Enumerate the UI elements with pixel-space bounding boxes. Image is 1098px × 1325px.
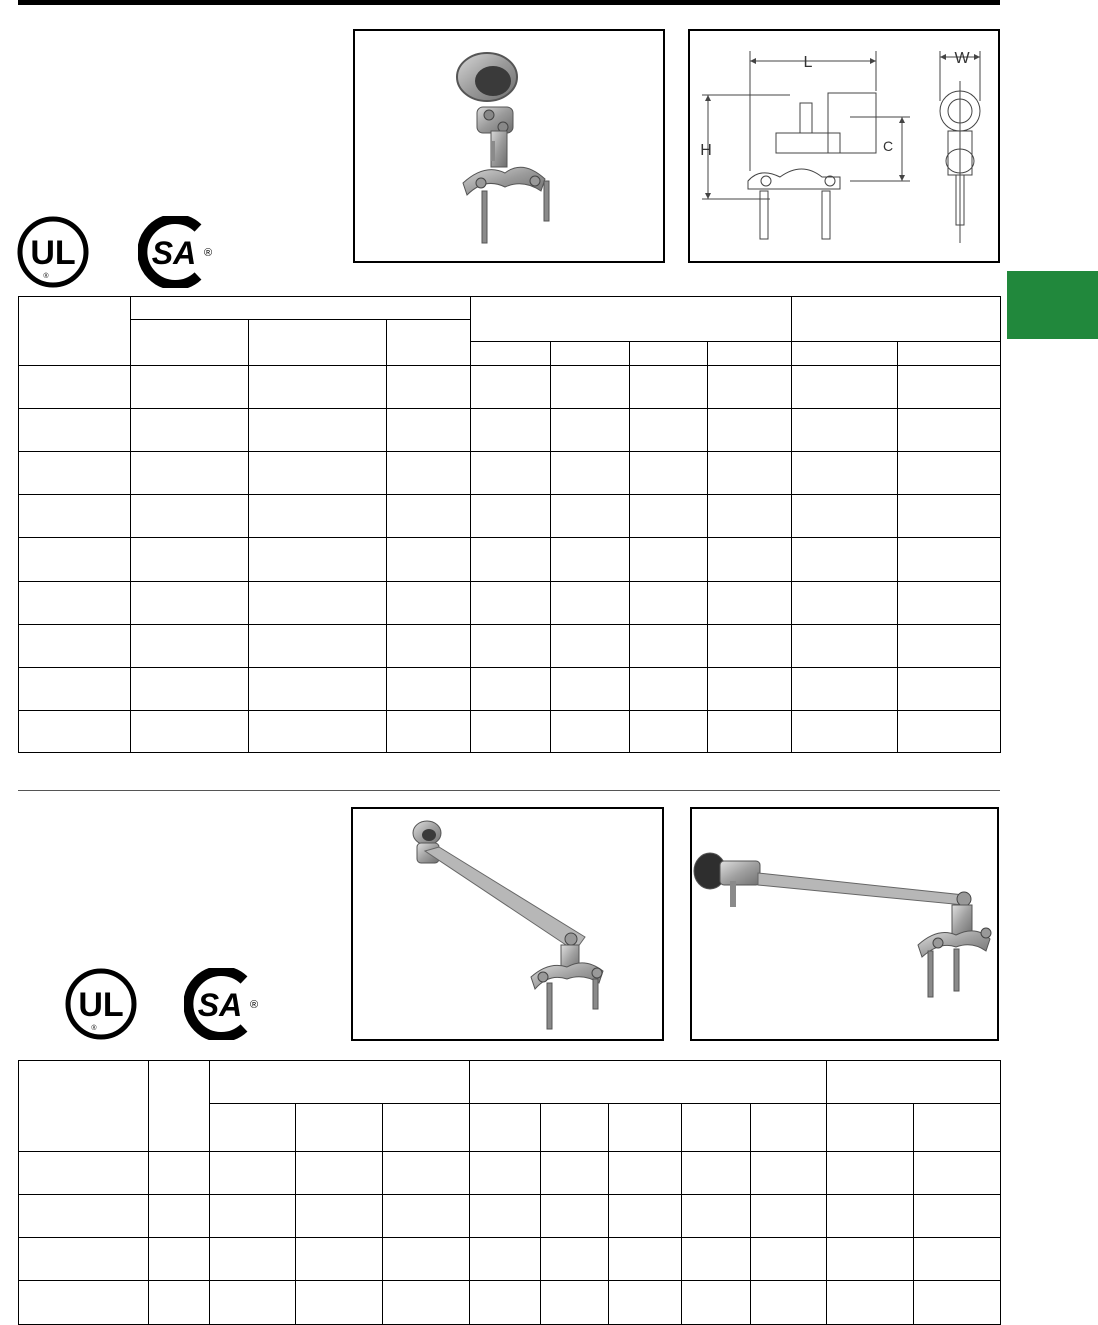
table-row — [19, 625, 1001, 668]
csa-logo-glyph: SA — [151, 235, 197, 271]
table-row — [19, 582, 1001, 625]
csa-logo-glyph: SA — [197, 987, 243, 1023]
ul-logo — [16, 216, 92, 288]
csa-logo-2 — [184, 968, 268, 1040]
top-rule — [18, 0, 1000, 5]
table-row — [19, 538, 1001, 582]
header-cell — [630, 342, 708, 366]
ul-logo-icon — [64, 968, 140, 1040]
header-group-cell — [792, 297, 1001, 342]
table-header-row — [19, 297, 1001, 320]
product-photo-frame — [353, 29, 665, 263]
svg-text:®: ® — [249, 999, 259, 1011]
ul-logo-glyph: UL — [30, 234, 76, 272]
header-cell — [682, 1104, 751, 1152]
ul-logo-icon — [16, 216, 92, 288]
header-cell — [383, 1104, 470, 1152]
section-tab — [1007, 271, 1098, 339]
product-photo-frame-2 — [351, 807, 664, 1041]
csa-logo-icon — [138, 216, 222, 288]
header-cell — [898, 342, 1001, 366]
header-cell — [827, 1104, 914, 1152]
header-group-cell — [131, 297, 471, 320]
header-cell — [541, 1104, 609, 1152]
svg-text:®: ® — [91, 1025, 97, 1032]
table-row — [19, 668, 1001, 711]
dimension-label-l: L — [803, 54, 813, 71]
header-cell — [914, 1104, 1001, 1152]
table-row — [19, 1152, 1001, 1195]
header-cell — [210, 1104, 296, 1152]
header-cell — [609, 1104, 682, 1152]
ul-logo-2 — [64, 968, 140, 1040]
header-cell — [249, 320, 387, 366]
header-group-cell — [470, 1061, 827, 1104]
table-row — [19, 366, 1001, 409]
table-row — [19, 711, 1001, 753]
dimension-label-w: W — [954, 50, 970, 67]
spec-table-2 — [18, 1060, 1001, 1325]
header-cell — [131, 320, 249, 366]
header-cell — [551, 342, 630, 366]
svg-text:®: ® — [203, 247, 213, 259]
header-cell — [708, 342, 792, 366]
spec-table-1 — [18, 296, 1001, 753]
header-cell — [792, 342, 898, 366]
header-cell — [471, 342, 551, 366]
header-group-cell — [471, 297, 792, 342]
header-cell — [470, 1104, 541, 1152]
ground-clamp-photo — [355, 31, 663, 261]
table-row — [19, 495, 1001, 538]
header-group-cell — [210, 1061, 470, 1104]
dimension-label-h: H — [700, 142, 712, 159]
ground-clamp-strap-photo-side — [692, 809, 997, 1039]
table-row — [19, 452, 1001, 495]
table-row — [19, 409, 1001, 452]
csa-logo — [138, 216, 222, 288]
header-cell — [751, 1104, 827, 1152]
dimension-label-c: C — [882, 138, 894, 154]
section-divider — [18, 790, 1000, 791]
header-cell — [19, 1061, 149, 1152]
header-group-cell — [827, 1061, 1001, 1104]
header-cell — [387, 320, 471, 366]
dimension-diagram-frame — [688, 29, 1000, 263]
ul-logo-glyph: UL — [78, 986, 124, 1024]
svg-text:®: ® — [43, 273, 49, 280]
header-cell — [19, 297, 131, 366]
table-row — [19, 1281, 1001, 1325]
table-header-row — [19, 1061, 1001, 1104]
product-photo-frame-3 — [690, 807, 999, 1041]
table-row — [19, 1238, 1001, 1281]
header-cell — [149, 1061, 210, 1152]
ground-clamp-strap-photo — [353, 809, 662, 1039]
table-row — [19, 1195, 1001, 1238]
csa-logo-icon — [184, 968, 268, 1040]
dimension-drawing — [690, 31, 998, 261]
header-cell — [296, 1104, 383, 1152]
